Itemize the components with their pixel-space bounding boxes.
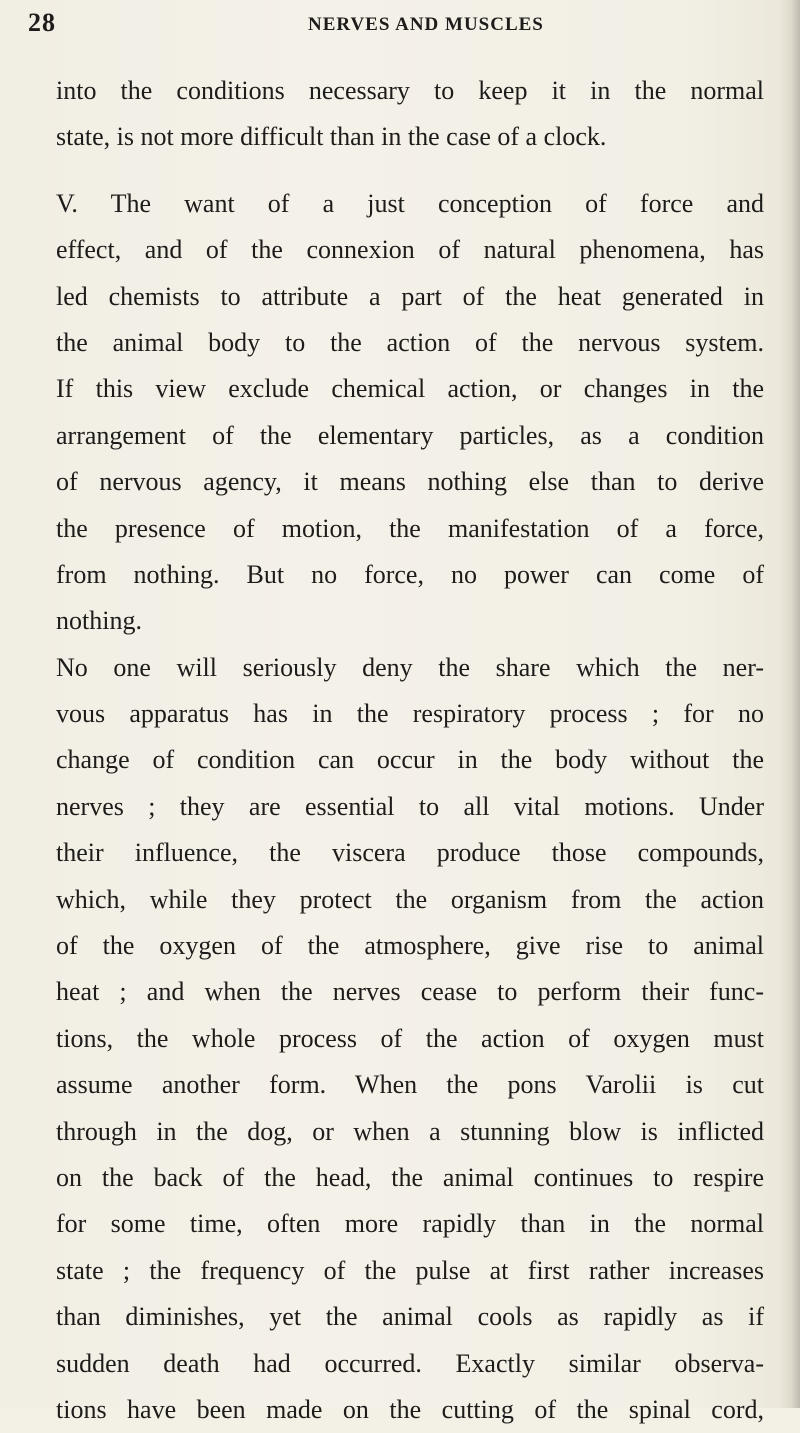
paragraph xyxy=(56,181,764,645)
text-line: on the back of the head, the animal continues to respire xyxy=(56,1162,764,1192)
text-line: state, is not more difficult than in the case of a clock. xyxy=(56,122,607,152)
paragraph xyxy=(56,645,764,1433)
text-line: which, while they protect the organism from the action xyxy=(56,884,764,914)
running-head: NERVES AND MUSCLES xyxy=(308,14,544,35)
text-line: their influence, the viscera produce those compounds, xyxy=(56,838,764,868)
page-header xyxy=(28,8,748,48)
text-line: for some time, often more rapidly than in the normal xyxy=(56,1209,764,1239)
text-line: led chemists to attribute a part of the heat generated in xyxy=(56,281,764,311)
text-line: the animal body to the action of the nervous system. xyxy=(56,327,764,357)
paragraph xyxy=(56,68,764,161)
text-line: effect, and of the connexion of natural phenomena, has xyxy=(56,235,764,265)
text-line: arrangement of the elementary particles, as a condition xyxy=(56,420,764,450)
text-line: vous apparatus has in the respiratory process ; for no xyxy=(56,699,764,729)
text-line: change of condition can occur in the body without the xyxy=(56,745,764,775)
text-line: heat ; and when the nerves cease to perform their func- xyxy=(56,977,764,1007)
text-line: If this view exclude chemical action, or changes in the xyxy=(56,374,764,404)
text-line: assume another form. When the pons Varolii is cut xyxy=(56,1070,764,1100)
text-line: tions have been made on the cutting of the spinal cord, xyxy=(56,1394,764,1424)
text-line: from nothing. But no force, no power can come of xyxy=(56,559,764,589)
text-line: into the conditions necessary to keep it in the normal xyxy=(56,76,764,105)
text-line: than diminishes, yet the animal cools as rapidly as if xyxy=(56,1302,764,1332)
text-line: the presence of motion, the manifestation of a force, xyxy=(56,513,764,543)
text-line: state ; the frequency of the pulse at first rather increases xyxy=(56,1255,764,1285)
text-line: of the oxygen of the atmosphere, give rise to animal xyxy=(56,931,764,961)
text-line: nerves ; they are essential to all vital motions. Under xyxy=(56,791,764,821)
text-line: tions, the whole process of the action of oxygen must xyxy=(56,1023,764,1053)
text-line: No one will seriously deny the share which the ner- xyxy=(56,652,764,682)
page-number: 28 xyxy=(28,8,56,37)
text-line: sudden death had occurred. Exactly similar observa- xyxy=(56,1348,764,1378)
text-line: nothing. xyxy=(56,606,142,636)
body-text xyxy=(56,68,764,1433)
text-line: of nervous agency, it means nothing else than to derive xyxy=(56,467,764,497)
text-line: through in the dog, or when a stunning blow is inflicted xyxy=(56,1116,764,1146)
page-edge-shadow xyxy=(778,0,800,1408)
text-line: V. The want of a just conception of force and xyxy=(56,188,764,218)
